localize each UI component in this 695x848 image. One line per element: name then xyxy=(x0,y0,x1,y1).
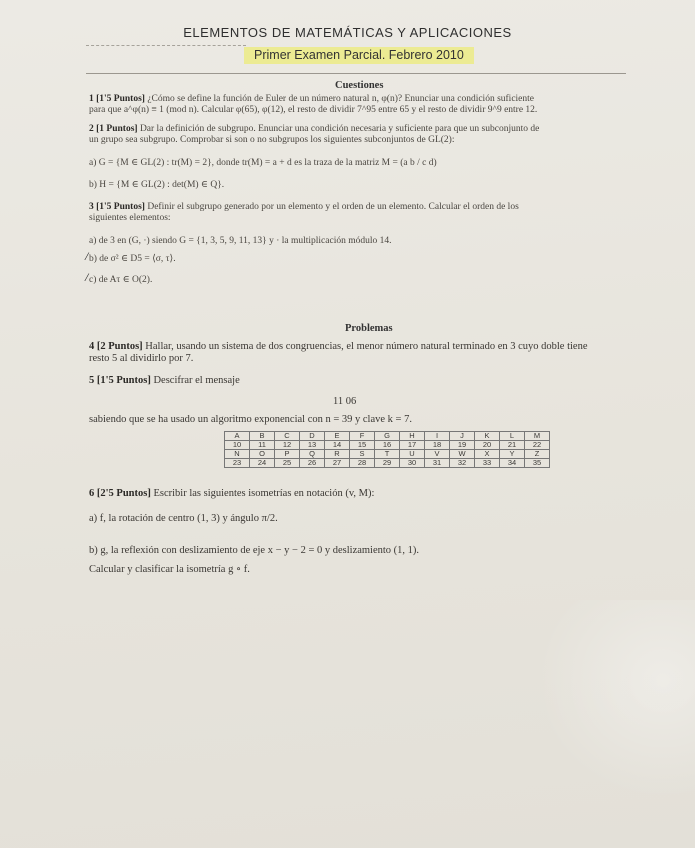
question-2-item-a: a) G = {M ∈ GL(2) : tr(M) = 2}, donde tr(M) = a + d es la traza de la matriz M = (a b / c d) xyxy=(89,158,437,168)
question-6-closing: Calcular y clasificar la isometría g ∘ f. xyxy=(89,564,250,575)
question-text: Dar la definición de subgrupo. Enunciar una condición necesaria y suficiente para que un subconjunto de xyxy=(139,124,540,134)
cipher-number-cell: 16 xyxy=(375,441,400,450)
cipher-number-cell: 33 xyxy=(475,459,500,468)
question-points: [1 Puntos] xyxy=(96,124,138,134)
handwritten-mark: / xyxy=(85,270,89,284)
cipher-letter-cell: Q xyxy=(300,450,325,459)
cipher-letter-cell: I xyxy=(425,432,450,441)
cipher-letter-cell: P xyxy=(275,450,300,459)
question-2-line-2: un grupo sea subgrupo. Comprobar si son o no subgrupos los siguientes subconjuntos de GL(2): xyxy=(89,135,455,145)
cipher-letter-cell: S xyxy=(350,450,375,459)
question-5-line-2: sabiendo que se ha usado un algoritmo exponencial con n = 39 y clave k = 7. xyxy=(89,414,412,425)
cipher-number-cell: 21 xyxy=(500,441,525,450)
question-text: ¿Cómo se define la función de Euler de un número natural n, φ(n)? Enunciar una condición suficiente xyxy=(147,94,534,104)
question-number: 5 xyxy=(89,375,95,386)
question-points: [1'5 Puntos] xyxy=(96,202,145,212)
cipher-letter-cell: F xyxy=(350,432,375,441)
cipher-letter-cell: E xyxy=(325,432,350,441)
question-number: 1 xyxy=(89,94,94,104)
cipher-letter-cell: K xyxy=(475,432,500,441)
question-points: [1'5 Puntos] xyxy=(96,94,145,104)
course-title: ELEMENTOS DE MATEMÁTICAS Y APLICACIONES xyxy=(183,25,512,40)
cipher-table xyxy=(224,431,550,468)
cipher-letter-cell: V xyxy=(425,450,450,459)
question-1 xyxy=(89,94,534,105)
question-text: Hallar, usando un sistema de dos congruencias, el menor número natural terminado en 3 cuyo doble tiene xyxy=(145,341,588,352)
question-points: [2 Puntos] xyxy=(96,341,143,352)
section-heading-problemas: Problemas xyxy=(345,323,393,334)
cipher-number-cell: 13 xyxy=(300,441,325,450)
question-5 xyxy=(89,374,240,387)
cipher-number-cell: 23 xyxy=(225,459,250,468)
question-6-item-b: b) g, la reflexión con deslizamiento de eje x − y − 2 = 0 y deslizamiento (1, 1). xyxy=(89,545,420,556)
cipher-letter-cell: G xyxy=(375,432,400,441)
question-text: Escribir las siguientes isometrías en notación (v, M): xyxy=(153,488,375,499)
question-number: 3 xyxy=(89,202,94,212)
cipher-number-cell: 17 xyxy=(400,441,425,450)
cipher-number-cell: 14 xyxy=(325,441,350,450)
cipher-letter-cell: U xyxy=(400,450,425,459)
question-3-line-2: siguientes elementos: xyxy=(89,213,171,223)
cipher-number-cell: 27 xyxy=(325,459,350,468)
cipher-letter-cell: M xyxy=(525,432,550,441)
question-3-item-c: c) de Aτ ∈ O(2). xyxy=(89,275,153,285)
photo-glare xyxy=(535,600,695,800)
question-text: Definir el subgrupo generado por un elemento y el orden de un elemento. Calcular el orden de los xyxy=(147,202,519,212)
question-number: 6 xyxy=(89,488,95,499)
cipher-number-cell: 30 xyxy=(400,459,425,468)
cipher-letter-cell: A xyxy=(225,432,250,441)
question-6 xyxy=(89,487,374,500)
cipher-table-row xyxy=(225,459,550,468)
cipher-letter-cell: H xyxy=(400,432,425,441)
cipher-letter-cell: D xyxy=(300,432,325,441)
cipher-number-cell: 15 xyxy=(350,441,375,450)
cipher-letter-cell: T xyxy=(375,450,400,459)
question-2 xyxy=(89,124,539,135)
cipher-letter-cell: Y xyxy=(500,450,525,459)
cipher-letter-cell: N xyxy=(225,450,250,459)
question-1-line-2: para que a^φ(n) ≡ 1 (mod n). Calcular φ(65), φ(12), el resto de dividir 7^95 entre 65 y el resto de dividir 9^9 entre 12. xyxy=(89,105,538,115)
cipher-letter-cell: O xyxy=(250,450,275,459)
cipher-number-cell: 11 xyxy=(250,441,275,450)
cipher-number-cell: 32 xyxy=(450,459,475,468)
cipher-number-cell: 19 xyxy=(450,441,475,450)
cipher-number-cell: 34 xyxy=(500,459,525,468)
cipher-number-cell: 22 xyxy=(525,441,550,450)
cipher-number-cell: 31 xyxy=(425,459,450,468)
cipher-number-cell: 28 xyxy=(350,459,375,468)
question-text: Descifrar el mensaje xyxy=(153,375,240,386)
cipher-letter-cell: Z xyxy=(525,450,550,459)
handwritten-mark: / xyxy=(85,249,89,263)
cipher-number-cell: 26 xyxy=(300,459,325,468)
question-points: [1'5 Puntos] xyxy=(96,375,151,386)
cipher-number-cell: 24 xyxy=(250,459,275,468)
cipher-number-cell: 18 xyxy=(425,441,450,450)
cipher-letter-cell: J xyxy=(450,432,475,441)
cipher-letter-cell: L xyxy=(500,432,525,441)
cipher-table-body xyxy=(225,432,550,468)
cipher-number-cell: 20 xyxy=(475,441,500,450)
cipher-number-cell: 12 xyxy=(275,441,300,450)
question-points: [2'5 Puntos] xyxy=(96,488,151,499)
divider xyxy=(86,73,626,74)
question-2-item-b: b) H = {M ∈ GL(2) : det(M) ∈ Q}. xyxy=(89,180,225,190)
section-heading-cuestiones: Cuestiones xyxy=(335,80,384,91)
cipher-letter-cell: C xyxy=(275,432,300,441)
question-3-item-b: b) de σ² ∈ D5 = ⟨σ, τ⟩. xyxy=(89,254,176,264)
cipher-letter-cell: X xyxy=(475,450,500,459)
question-3 xyxy=(89,202,519,213)
cipher-number-cell: 29 xyxy=(375,459,400,468)
cipher-number-cell: 25 xyxy=(275,459,300,468)
cipher-letter-cell: W xyxy=(450,450,475,459)
question-number: 2 xyxy=(89,124,94,134)
cipher-number-cell: 35 xyxy=(525,459,550,468)
question-number: 4 xyxy=(89,341,95,352)
question-4-line-2: resto 5 al dividirlo por 7. xyxy=(89,353,194,364)
question-3-item-a: a) de 3 en (G, ·) siendo G = {1, 3, 5, 9, 11, 13} y · la multiplicación módulo 14. xyxy=(89,236,392,246)
question-6-item-a: a) f, la rotación de centro (1, 3) y ángulo π/2. xyxy=(89,513,278,524)
divider xyxy=(86,45,246,46)
cipher-number-cell: 10 xyxy=(225,441,250,450)
cipher-letter-cell: R xyxy=(325,450,350,459)
cipher-letter-cell: B xyxy=(250,432,275,441)
cipher-message: 11 06 xyxy=(333,396,357,407)
exam-title: Primer Examen Parcial. Febrero 2010 xyxy=(244,47,474,64)
